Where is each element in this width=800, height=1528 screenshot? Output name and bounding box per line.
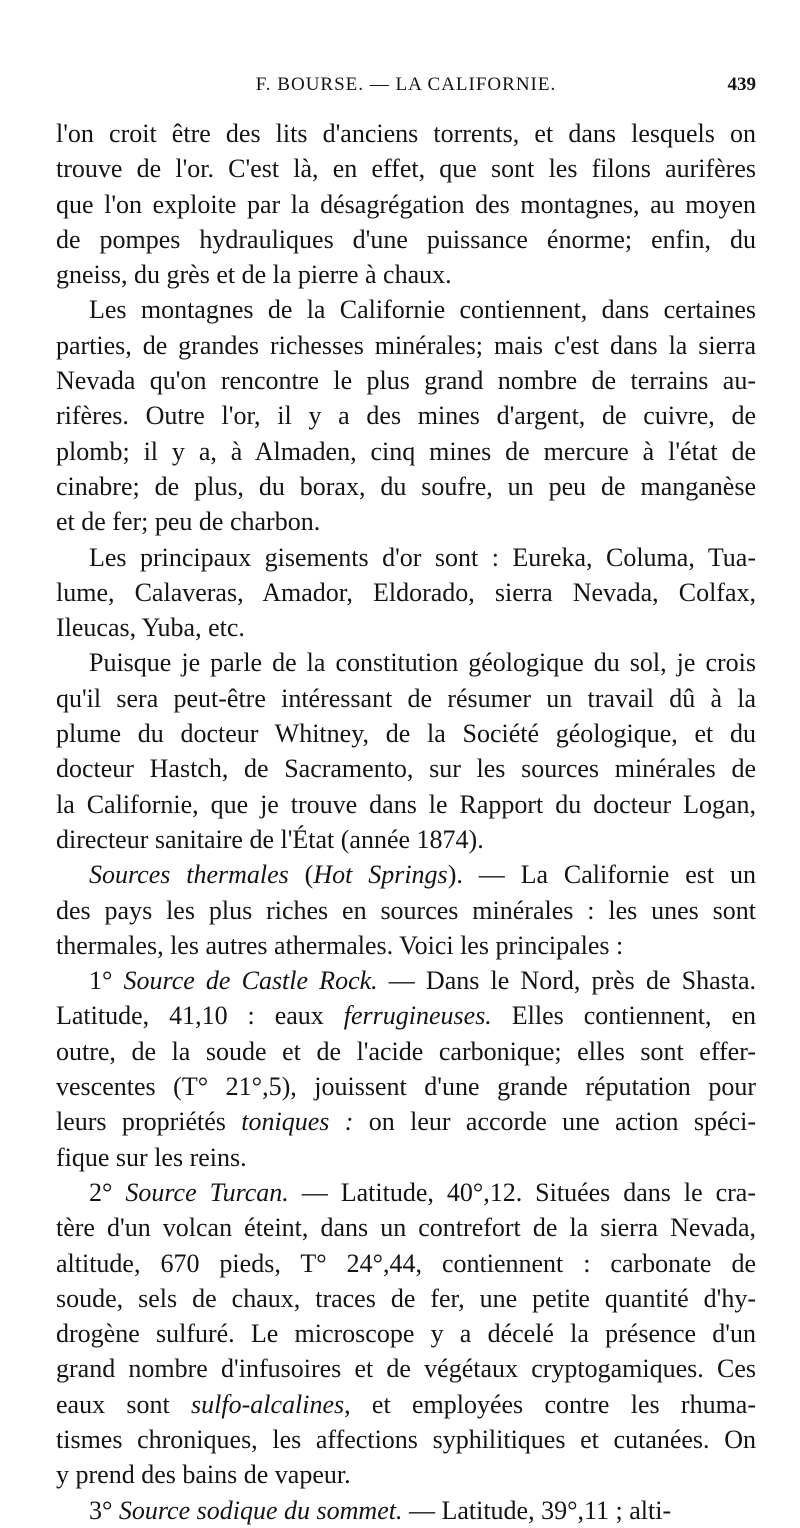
text-run: — Latitude, 39°,11 ; alti- — [402, 1495, 672, 1525]
italic-text: toniques : — [241, 1107, 354, 1137]
text-line: la Californie, que je trouve dans le Rapport du docteur Logan, — [56, 789, 756, 819]
text-line: altitude, 670 pieds, T° 24°,44, contiennent : carbonate de — [56, 1248, 756, 1278]
text-run: ). — La Californie est un — [447, 860, 756, 890]
italic-text: Source sodique du sommet. — [118, 1495, 403, 1525]
text-line: y prend des bains de vapeur. — [56, 1460, 351, 1490]
text-line: l'on croit être des lits d'anciens torrents, et dans lesquels on — [56, 119, 756, 148]
text-line: drogène sulfuré. Le microscope y a décelé la présence d'un — [56, 1319, 756, 1349]
text-line: plomb; il y a, à Almaden, cinq mines de mercure à l'état de — [56, 436, 756, 466]
text-line: fique sur les reins. — [56, 1142, 247, 1172]
text-line: grand nombre d'infusoires et de végétaux cryptogamiques. Ces — [56, 1354, 756, 1384]
paragraph-p3 — [56, 540, 756, 646]
italic-text: ferrugineuses. — [343, 1001, 492, 1031]
text-line: Nevada qu'on rencontre le plus grand nombre de terrains au- — [56, 366, 756, 396]
text-run: , et employées contre les rhuma- — [344, 1389, 757, 1419]
text-line — [56, 963, 756, 998]
text-line: plume du docteur Whitney, de la Société géologique, et du — [56, 719, 756, 749]
text-line — [56, 1387, 756, 1422]
text-line: parties, de grandes richesses minérales; mais c'est dans la sierra — [56, 330, 756, 360]
text-line: outre, de la soude et de l'acide carbonique; elles sont effer- — [56, 1036, 756, 1066]
text-run: eaux sont — [56, 1389, 192, 1419]
page-number: 439 — [727, 74, 756, 95]
text-line: de pompes hydrauliques d'une puissance énorme; enfin, du — [56, 224, 756, 254]
text-run: 2° — [89, 1177, 126, 1207]
text-line: qu'il sera peut-être intéressant de résumer un travail dû à la — [56, 683, 756, 713]
text-line — [56, 1104, 756, 1139]
text-line: cinabre; de plus, du borax, du soufre, un peu de manganèse — [56, 471, 756, 501]
text-line: soude, sels de chaux, traces de fer, une petite quantité d'hy- — [56, 1283, 756, 1313]
text-line: tismes chroniques, les affections syphilitiques et cutanées. On — [56, 1424, 756, 1454]
running-header — [56, 74, 756, 104]
italic-text: Hot Springs — [313, 860, 448, 890]
text-run: on leur accorde une action spéci- — [353, 1107, 756, 1137]
text-line: gneiss, du grès et de la pierre à chaux. — [56, 260, 452, 290]
text-line: docteur Hastch, de Sacramento, sur les sources minérales de — [56, 754, 756, 784]
text-line — [56, 998, 756, 1033]
text-run: — Dans le Nord, près de Shasta. — [377, 966, 757, 996]
paragraph-p6 — [56, 963, 756, 1175]
italic-text: Source de Castle Rock. — [123, 966, 378, 996]
text-line: Puisque je parle de la constitution géologique du sol, je crois — [89, 648, 756, 678]
text-line: thermales, les autres athermales. Voici les principales : — [56, 930, 624, 960]
text-line: Les montagnes de la Californie contiennent, dans certaines — [89, 295, 756, 325]
paragraph-p5 — [56, 857, 756, 963]
book-page — [56, 74, 756, 1528]
text-line: rifères. Outre l'or, il y a des mines d'argent, de cuivre, de — [56, 401, 756, 431]
paragraph-p7 — [56, 1175, 756, 1493]
paragraph-p4 — [56, 645, 756, 857]
text-line: directeur sanitaire de l'État (année 1874). — [56, 824, 484, 854]
text-run: 1° — [89, 966, 124, 996]
text-line — [56, 857, 756, 892]
italic-text: sulfo-alcalines — [191, 1389, 345, 1419]
page-body — [56, 116, 756, 1528]
text-run: leurs propriétés — [56, 1107, 242, 1137]
text-run: Elles contiennent, en — [491, 1001, 756, 1031]
italic-text: Source Turcan. — [125, 1177, 289, 1207]
text-line: des pays les plus riches en sources minérales : les unes sont — [56, 895, 756, 925]
text-line: Les principaux gisements d'or sont : Eureka, Columa, Tua- — [89, 542, 756, 572]
text-line: que l'on exploite par la désagrégation des montagnes, au moyen — [56, 189, 756, 219]
text-run: Latitude, 41,10 : eaux — [56, 1001, 344, 1031]
text-run: 3° — [89, 1495, 119, 1525]
italic-text: Sources thermales — [89, 860, 289, 890]
text-line: Ileucas, Yuba, etc. — [56, 613, 245, 643]
text-line: lume, Calaveras, Amador, Eldorado, sierra Nevada, Colfax, — [56, 577, 756, 607]
running-title: F. BOURSE. — LA CALIFORNIE. — [255, 74, 557, 95]
text-line — [56, 1175, 756, 1210]
text-line: vescentes (T° 21°,5), jouissent d'une grande réputation pour — [56, 1072, 756, 1102]
paragraph-p8 — [56, 1493, 756, 1528]
paragraph-p2 — [56, 292, 756, 539]
paragraph-p1 — [56, 116, 756, 292]
text-line: et de fer; peu de charbon. — [56, 507, 321, 537]
text-line: trouve de l'or. C'est là, en effet, que sont les filons aurifères — [56, 154, 756, 184]
text-run: ( — [288, 860, 314, 890]
text-line — [56, 1493, 756, 1528]
text-line: tère d'un volcan éteint, dans un contrefort de la sierra Nevada, — [56, 1213, 756, 1243]
text-run: — Latitude, 40°,12. Situées dans le cra- — [288, 1177, 756, 1207]
